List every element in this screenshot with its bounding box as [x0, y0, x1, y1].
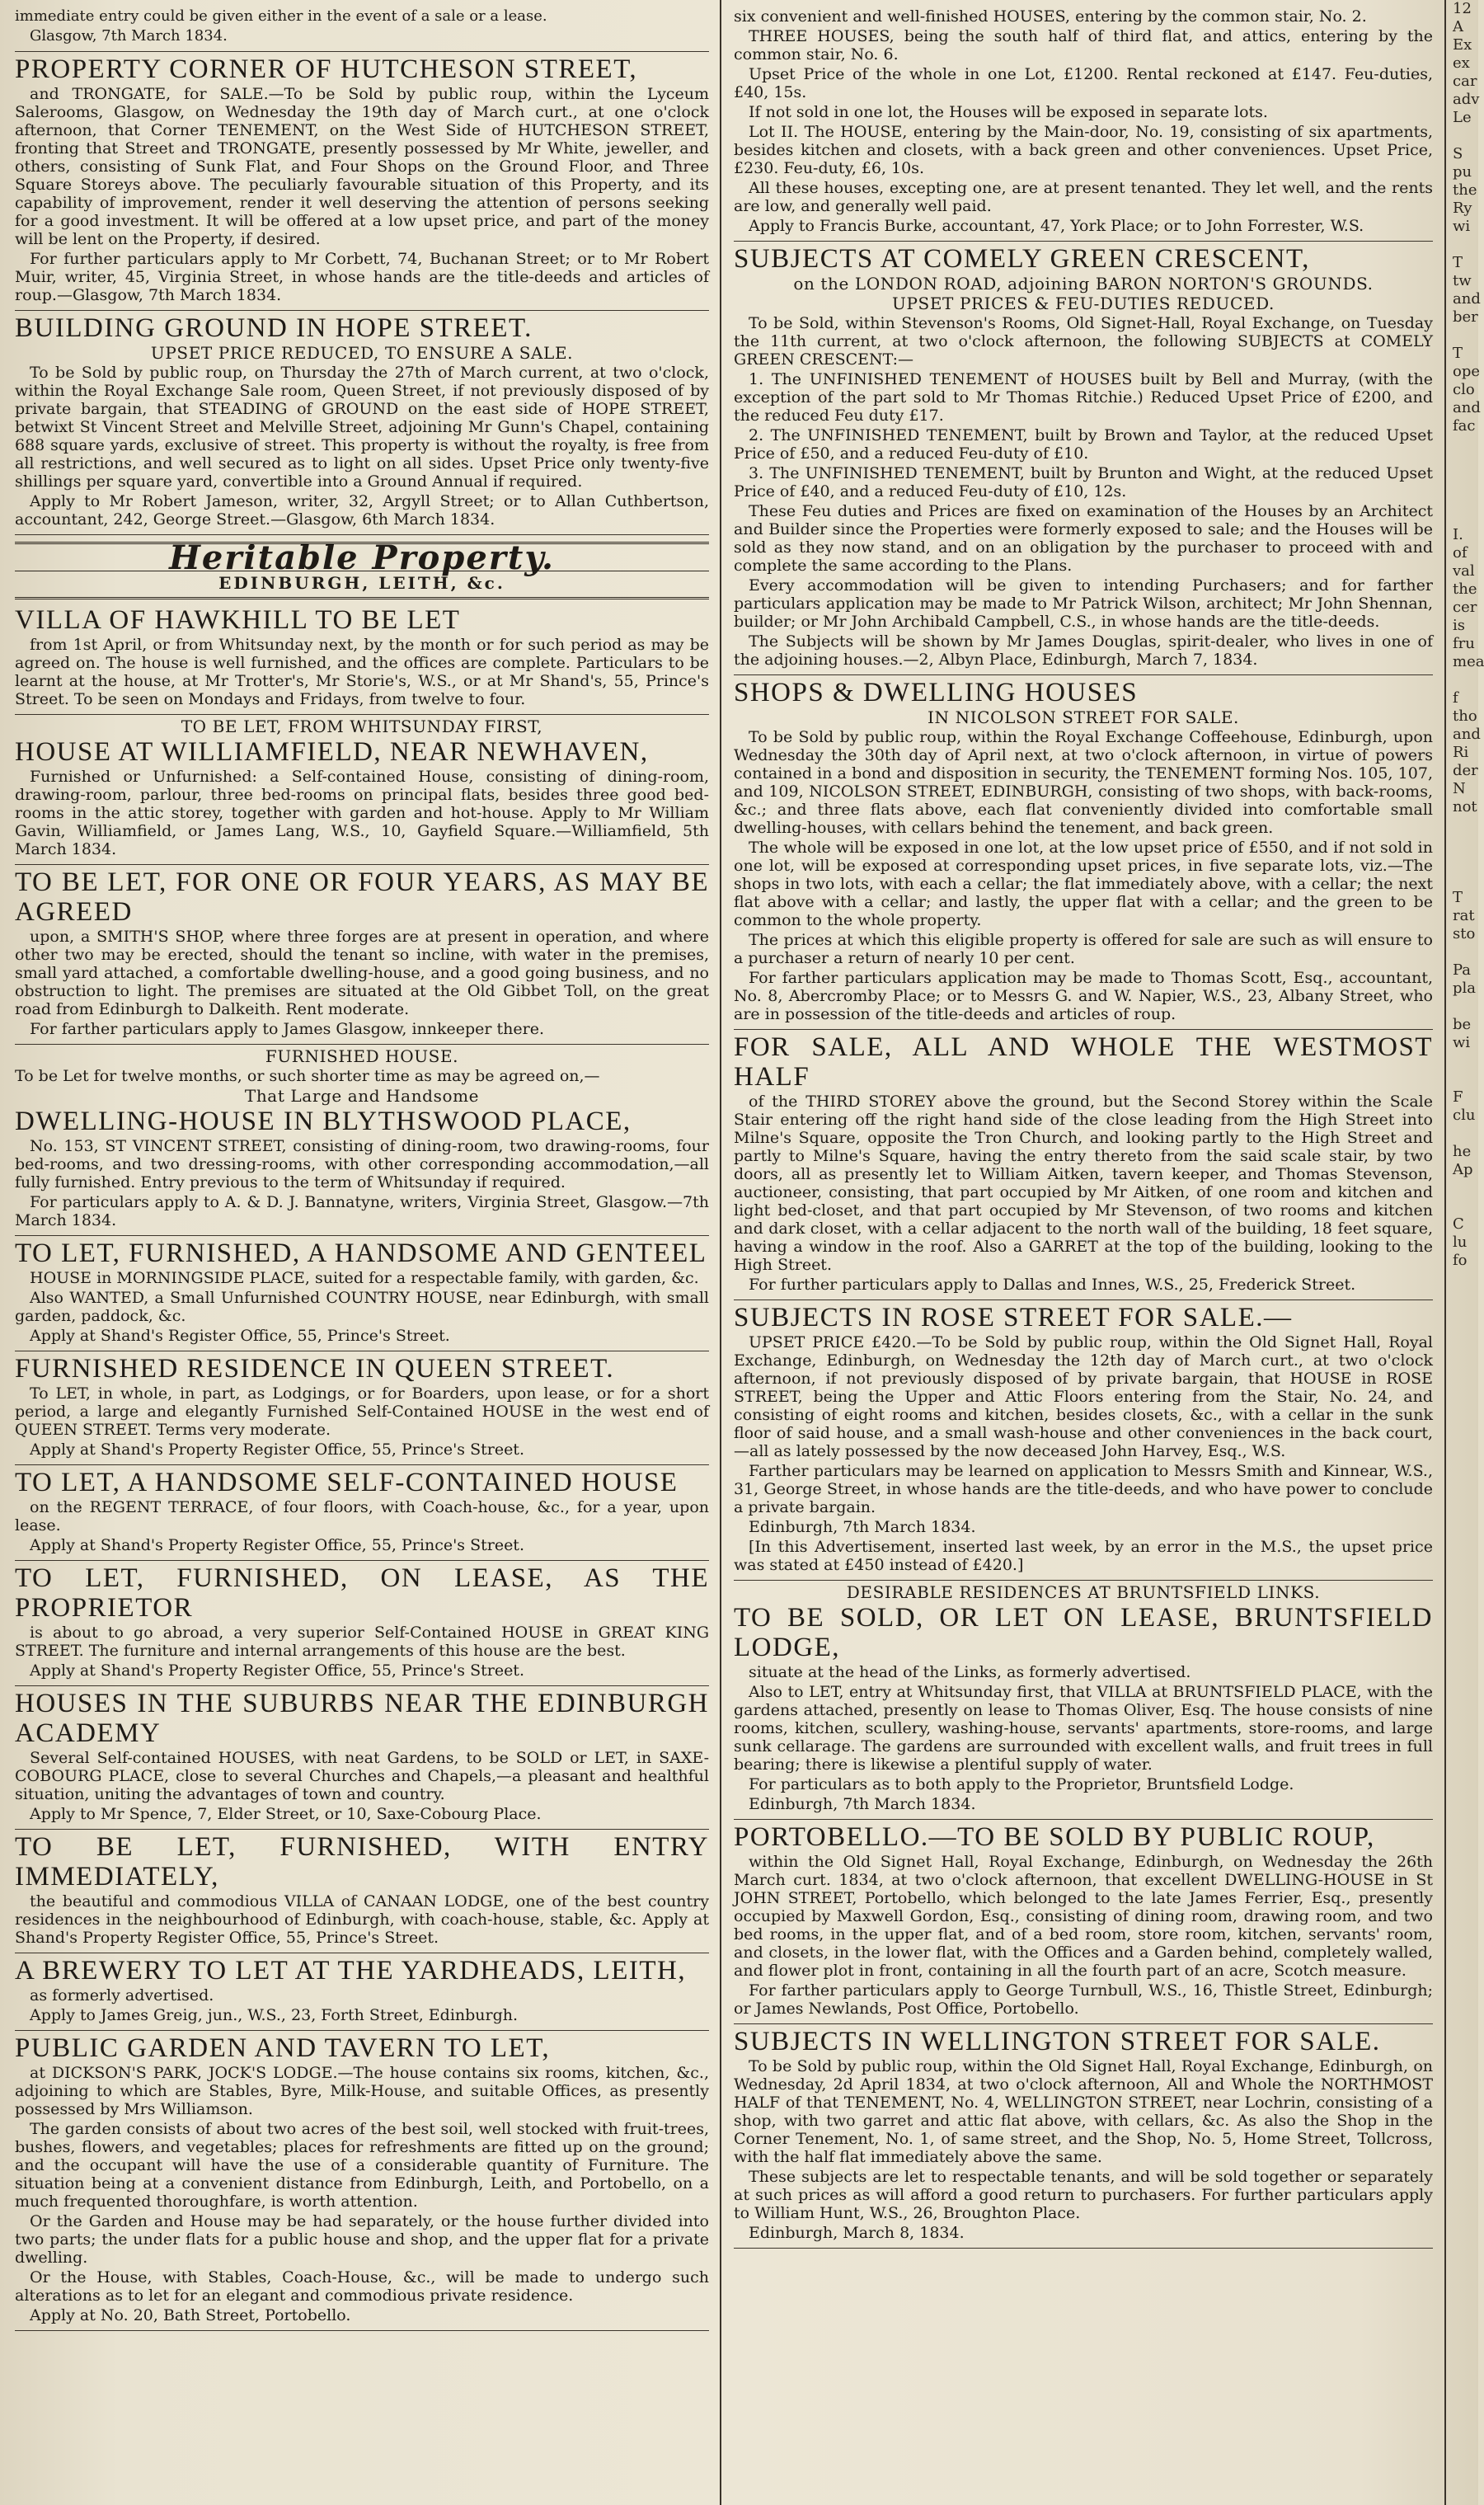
cropped-fragment: he: [1453, 1143, 1472, 1160]
column-rule: [1444, 0, 1446, 2505]
ad-body: To be Sold by public roup, within the Old Signet Hall, Royal Exchange, Edinburgh, on Wednesday, 2d April 1834, at two o'clock afternoon, All and Whole the NORTHMOST HALF of that TENEMENT, No. 4, WELLINGTON STREET, near Lochrin, consisting of a shop, with two garret and attic flat above, with cellars, &c. As also the Shop in the Corner Tenement, No. 1, of same street, and the Shop, No. 5, Home Street, Tollcross, with the half flat immediately above the same.: [734, 2057, 1433, 2166]
ad-heading: PUBLIC GARDEN AND TAVERN TO LET,: [15, 2033, 551, 2063]
cropped-fragment: ex: [1453, 54, 1470, 72]
ad-body: To be Sold, within Stevenson's Rooms, Old Signet-Hall, Royal Exchange, on Tuesday the 11th current, at two o'clock afternoon, the following SUBJECTS at COMELY GREEN CRESCENT:—: [734, 314, 1433, 369]
cropped-fragment: S: [1453, 145, 1463, 162]
ad-body: Or the Garden and House may be had separately, or the house further divided into two parts; the under flats for a public house and shop, and the upper flat for a private dwelling.: [15, 2212, 709, 2267]
cropped-fragment: [1453, 490, 1478, 508]
ad-body: Also WANTED, a Small Unfurnished COUNTRY HOUSE, near Edinburgh, with small garden, paddock, &c.: [15, 1289, 709, 1325]
ad-brewery: [15, 1953, 709, 2031]
top-fragment: [15, 5, 709, 52]
ad-body: For farther particulars application may be made to Thomas Scott, Esq., accountant, No. 8, Abercromby Place; or to Messrs G. and W. Napier, W.S., 23, Albany Street, who are in possession of the title-deeds and articles of roup.: [734, 969, 1433, 1023]
ad-regent-terrace: [15, 1465, 709, 1561]
cropped-fragment: pla: [1453, 980, 1477, 997]
ad-canaan-lodge: [15, 1830, 709, 1953]
cropped-fragment: val: [1453, 562, 1475, 580]
ad-body: For particulars apply to A. & D. J. Bannatyne, writers, Virginia Street, Glasgow.—7th March 1834.: [15, 1193, 709, 1229]
cropped-fragment: car: [1453, 73, 1477, 90]
ad-body: These Feu duties and Prices are fixed on examination of the Houses by an Architect and Builder since the Properties were formerly exposed to sale; and the Houses will be sold as they now stand, and on an obligation by the purchaser to proceed with and complete the same according to the Plans.: [734, 502, 1433, 575]
column-middle: [726, 0, 1441, 2505]
fragment-line: Lot II. The HOUSE, entering by the Main-door, No. 19, consisting of six apartments, besides kitchen and closets, with a back green and other conveniences. Upset Price, £230. Feu-duty, £6, 10s.: [734, 123, 1433, 177]
fragment-line: six convenient and well-finished HOUSES, entering by the common stair, No. 2.: [734, 7, 1367, 26]
cropped-fragment: der: [1453, 762, 1478, 779]
cropped-fragment: fru: [1453, 635, 1475, 652]
cropped-fragment: [1453, 816, 1478, 834]
ad-heading: TO LET, FURNISHED, A HANDSOME AND GENTEEL: [15, 1238, 707, 1268]
ad-body: Every accommodation will be given to intending Purchasers; and for farther particulars application may be made to Mr Patrick Wilson, architect; Mr John Shennan, builder; or Mr John Archibald Campbell, C.S., in whose hands are the title-deeds.: [734, 576, 1433, 631]
cropped-fragment: [1453, 454, 1478, 472]
cropped-fragment: F: [1453, 1088, 1463, 1106]
ad-item: 3. The UNFINISHED TENEMENT, built by Brunton and Wight, at the reduced Upset Price of £40, and a reduced Feu-duty of £10, 12s.: [734, 464, 1433, 501]
ad-heading: FOR SALE, ALL AND WHOLE THE WESTMOST HALF: [734, 1032, 1433, 1092]
cropped-fragment: [1453, 127, 1478, 145]
ad-smiths-shop: [15, 865, 709, 1045]
column-rule: [720, 0, 721, 2505]
ad-body: Apply at Shand's Register Office, 55, Prince's Street.: [30, 1327, 450, 1345]
ad-body: For particulars as to both apply to the Proprietor, Bruntsfield Lodge.: [749, 1775, 1294, 1793]
cropped-fragment: T: [1453, 254, 1463, 271]
cropped-fragment: mea: [1453, 653, 1484, 670]
cropped-fragment: the: [1453, 580, 1477, 598]
cropped-fragment: [1453, 1197, 1478, 1215]
cropped-fragment: and: [1453, 290, 1481, 308]
cropped-fragment: [1453, 671, 1478, 689]
cropped-fragment: Ri: [1453, 744, 1469, 761]
ad-body: and TRONGATE, for SALE.—To be Sold by public roup, within the Lyceum Salerooms, Glasgow, on Wednesday the 19th day of March curt., at one o'clock afternoon, that Corner TENEMENT, on the West Side of HUTCHESON STREET, fronting that Street and TRONGATE, presently possessed by Mr White, jeweller, and others, consisting of Sunk Flat, and Four Shops on the Ground Floor, and Three Square Storeys above. The peculiarly favourable situation of this Property, and its capability of improvement, render it well deserving the attention of persons seeking for a good investment. It will be offered at a low upset price, and part of the money will be lent on the Property, if desired.: [15, 85, 709, 248]
ad-nicolson-street: [734, 675, 1433, 1030]
column-left: [7, 0, 717, 2505]
ad-westmost-half: [734, 1030, 1433, 1300]
ad-heading: PROPERTY CORNER OF HUTCHESON STREET,: [15, 54, 638, 84]
ad-subheading: DESIRABLE RESIDENCES AT BRUNTSFIELD LINKS.: [846, 1582, 1321, 1602]
ad-body: Apply at Shand's Property Register Office, 55, Prince's Street.: [30, 1440, 524, 1459]
ad-subheading: FURNISHED HOUSE.: [265, 1046, 459, 1066]
ad-williamfield: [15, 715, 709, 865]
fragment-line: immediate entry could be given either in the event of a sale or a lease.: [15, 7, 547, 25]
ad-body: The garden consists of about two acres of the best soil, well stocked with fruit-trees, bushes, flowers, and vegetables; places for refreshments are fitted up on the ground; and the occupant will have the use of a considerable quantity of Furniture. The situation being at a convenient distance from Edinburgh, Leith, and Portobello, on a much frequented thoroughfare, is worth attention.: [15, 2120, 709, 2211]
cropped-fragment: fo: [1453, 1252, 1468, 1269]
fragment-line: Apply to Francis Burke, accountant, 47, York Place; or to John Forrester, W.S.: [749, 217, 1364, 235]
ad-body: within the Old Signet Hall, Royal Exchange, Edinburgh, on Wednesday the 26th March curt. 1834, at two o'clock afternoon, that excellent DWELLING-HOUSE in St JOHN STREET, Portobello, which belonged to the late James Ferrier, Esq., presently occupied by Maxwell Gordon, Esq., consisting of dining room, drawing room, and two bed rooms, in the upper flat, and of a bed room, store room, kitchen, servants' room, and closets, in the lower flat, with the Offices and a Garden behind, completely walled, and flower plot in front, containing in all the fourth part of an acre, Scotch measure.: [734, 1853, 1433, 1980]
section-title: Heritable Property.: [169, 538, 555, 577]
ad-subheading: UPSET PRICES & FEU-DUTIES REDUCED.: [892, 294, 1275, 313]
cropped-fragment: adv: [1453, 91, 1480, 108]
ad-suburbs-houses: [15, 1686, 709, 1830]
ad-body: To LET, in whole, in part, as Lodgings, or for Boarders, upon lease, or for a short period, a large and elegantly Furnished Self-Contained HOUSE in the west end of QUEEN STREET. Terms very moderate.: [15, 1384, 709, 1439]
cropped-fragment: clu: [1453, 1107, 1476, 1124]
cropped-fragment: wi: [1453, 1034, 1471, 1051]
cropped-fragment: f: [1453, 689, 1458, 707]
cropped-fragment: not: [1453, 798, 1477, 815]
ad-heading: DWELLING-HOUSE IN BLYTHSWOOD PLACE,: [15, 1107, 632, 1136]
cropped-fragment: A: [1453, 18, 1463, 35]
cropped-fragment: I.: [1453, 526, 1463, 543]
ad-heading: SHOPS & DWELLING HOUSES: [734, 678, 1139, 707]
cropped-fragment: is: [1453, 617, 1465, 634]
ad-heading: FURNISHED RESIDENCE IN QUEEN STREET.: [15, 1354, 615, 1384]
cropped-fragment: [1453, 871, 1478, 889]
ad-subheading: UPSET PRICE REDUCED, TO ENSURE A SALE.: [150, 343, 574, 363]
ad-date: Edinburgh, 7th March 1834.: [749, 1518, 976, 1536]
cropped-fragment: tho: [1453, 707, 1477, 725]
ad-heading: TO LET, A HANDSOME SELF-CONTAINED HOUSE: [15, 1468, 679, 1497]
ad-body: Apply to Mr Robert Jameson, writer, 32, Argyll Street; or to Allan Cuthbertson, accountant, 242, George Street.—Glasgow, 6th March 1834.: [15, 492, 709, 529]
ad-heading: TO LET, FURNISHED, ON LEASE, AS THE PROPRIETOR: [15, 1563, 709, 1623]
cropped-fragment: [1453, 1125, 1478, 1143]
ad-subheading: TO BE LET, FROM WHITSUNDAY FIRST,: [181, 717, 543, 736]
cropped-fragment: [1453, 998, 1478, 1016]
cropped-fragment: [1453, 943, 1478, 961]
cropped-fragment: [1453, 834, 1478, 853]
cropped-fragment: rat: [1453, 907, 1475, 924]
ad-morningside: [15, 1236, 709, 1351]
ad-body: Apply at Shand's Property Register Office, 55, Prince's Street.: [30, 1536, 524, 1554]
ad-body: For further particulars apply to Dallas and Innes, W.S., 25, Frederick Street.: [749, 1276, 1356, 1294]
cropped-fragment: the: [1453, 181, 1477, 199]
section-subtitle: EDINBURGH, LEITH, &c.: [15, 571, 709, 592]
ad-body: at DICKSON'S PARK, JOCK'S LODGE.—The house contains six rooms, kitchen, &c., adjoining to which are Stables, Byre, Milk-House, and suitable Offices, as presently possessed by Mrs Williamson.: [15, 2064, 709, 2118]
ad-hope-street: [15, 311, 709, 535]
ad-body: Apply at Shand's Property Register Office, 55, Prince's Street.: [30, 1661, 524, 1680]
ad-body: No. 153, ST VINCENT STREET, consisting of dining-room, two drawing-rooms, four bed-rooms, and two dressing-rooms, with other corresponding accommodation,—all fully furnished. Entry previous to the term of Whitsunday if required.: [15, 1137, 709, 1191]
cropped-fragment: and: [1453, 726, 1481, 743]
ad-heading: HOUSES IN THE SUBURBS NEAR THE EDINBURGH ACADEMY: [15, 1689, 709, 1748]
column-right-cropped: [1449, 0, 1484, 2505]
ad-body: as formerly advertised.: [30, 1986, 214, 2004]
ad-body: situate at the head of the Links, as formerly advertised.: [749, 1663, 1191, 1681]
cropped-fragment: C: [1453, 1215, 1464, 1233]
ad-heading: HOUSE AT WILLIAMFIELD, NEAR NEWHAVEN,: [15, 737, 649, 767]
ad-body: of the THIRD STOREY above the ground, but the Second Storey within the Scale Stair entering off the right hand side of the close leading from the High Street into Milne's Square, opposite the Tron Church, and looking partly to the High Street and partly to Milne's Square, having the entry thereto from the said scale stair, by two doors, all as presently let to William Aitken, tavern keeper, and Thomas Stevenson, auctioneer, consisting, that part occupied by Mr Aitken, of one room and kitchen and light bed-closet, and that part occupied by Mr Stevenson, of two rooms and kitchen and dark closet, with a cellar adjacent to the north wall of the building, 18 feet square, having a window in the roof. Also a GARRET at the top of the building, looking to the High Street.: [734, 1093, 1433, 1274]
cropped-fragment: wi: [1453, 218, 1471, 235]
fragment-date: Glasgow, 7th March 1834.: [30, 27, 228, 45]
ad-date: Edinburgh, 7th March 1834.: [749, 1795, 976, 1813]
ad-subheading: on the LONDON ROAD, adjoining BARON NORTON'S GROUNDS.: [793, 274, 1374, 294]
ad-heading: VILLA OF HAWKHILL TO BE LET: [15, 605, 461, 635]
ad-rose-street: [734, 1300, 1433, 1581]
ad-wellington-street: [734, 2024, 1433, 2249]
ad-body: The prices at which this eligible property is offered for sale are such as will ensure to a purchaser a return of nearly 10 per cent.: [734, 931, 1433, 967]
ad-body: the beautiful and commodious VILLA of CANAAN LODGE, one of the best country residences in the neighbourhood of Edinburgh, with coach-house, stable, &c. Apply at Shand's Property Register Office, 55, Prince's Street.: [15, 1892, 709, 1947]
cropped-fragment: [1453, 853, 1478, 871]
ad-body: on the REGENT TERRACE, of four floors, with Coach-house, &c., for a year, upon lease.: [15, 1498, 709, 1534]
ad-body: For farther particulars apply to James Glasgow, innkeeper there.: [30, 1020, 545, 1038]
ad-public-garden: [15, 2031, 709, 2331]
ad-blythswood: [15, 1045, 709, 1236]
ad-item: 2. The UNFINISHED TENEMENT, built by Brown and Taylor, at the reduced Upset Price of £50, and a reduced Feu-duty of £10.: [734, 426, 1433, 463]
cropped-fragment: 12: [1453, 0, 1472, 17]
ad-body: These subjects are let to respectable tenants, and will be sold together or separately at such prices as will afford a good return to purchasers. For further particulars apply to William Hunt, W.S., 26, Broughton Place.: [734, 2168, 1433, 2222]
top-fragment: [734, 5, 1433, 242]
cropped-fragment: T: [1453, 889, 1463, 906]
ad-body: Apply to Mr Spence, 7, Elder Street, or 10, Saxe-Cobourg Place.: [30, 1805, 542, 1823]
ad-heading: SUBJECTS IN ROSE STREET FOR SALE.—: [734, 1303, 1293, 1332]
cropped-fragment: tw: [1453, 272, 1472, 289]
ad-subheading: IN NICOLSON STREET FOR SALE.: [928, 707, 1239, 727]
ad-body: To be Sold by public roup, on Thursday the 27th of March current, at two o'clock, within the Royal Exchange Sale room, Queen Street, if not previously disposed of by private bargain, that STEADING of GROUND on the east side of HOPE STREET, betwixt St Vincent Street and Melville Street, adjoining Mr Gunn's Chapel, containing 688 square yards, exclusive of street. This property is without the royalty, is free from all restrictions, and well secured as to light on all sides. Upset Price only twenty-five shillings per square yard, convertible into a Ground Annual if required.: [15, 364, 709, 491]
cropped-fragment: fac: [1453, 417, 1476, 435]
ad-heading: TO BE LET, FURNISHED, WITH ENTRY IMMEDIATELY,: [15, 1832, 709, 1892]
cropped-text-fragments: [1453, 0, 1484, 1270]
ad-intro: To be Let for twelve months, or such shorter time as may be agreed on,—: [15, 1067, 600, 1085]
fragment-line: THREE HOUSES, being the south half of third flat, and attics, entering by the common stair, No. 6.: [734, 27, 1433, 63]
ad-body: from 1st April, or from Whitsunday next, by the month or for such period as may be agreed on. The house is well furnished, and the offices are complete. Particulars to be learnt at the house, at Mr Trotter's, Mr Storie's, W.S., or at Mr Shand's, 55, Prince's Street. To be seen on Mondays and Fridays, from twelve to four.: [15, 636, 709, 708]
ad-heading: PORTOBELLO.—TO BE SOLD BY PUBLIC ROUP,: [734, 1822, 1375, 1852]
ad-body: Or the House, with Stables, Coach-House, &c., will be made to undergo such alterations as to let for an elegant and commodious private residence.: [15, 2268, 709, 2305]
ad-body: upon, a SMITH'S SHOP, where three forges are at present in operation, and where other two may be erected, should the tenant so incline, with water in the premises, small yard attached, a comfortable dwelling-house, and a good going business, and no obstruction to light. The premises are situated at the Old Gibbet Toll, on the great road from Edinburgh to Dalkeith. Rent moderate.: [15, 928, 709, 1018]
cropped-fragment: be: [1453, 1016, 1472, 1033]
cropped-fragment: [1453, 1070, 1478, 1088]
ad-item: 1. The UNFINISHED TENEMENT of HOUSES built by Bell and Murray, (with the exception of the part sold to Mr Thomas Ritchie.) Reduced Upset Price of £200, and the reduced Feu duty £17.: [734, 370, 1433, 425]
ad-body: For farther particulars apply to George Turnbull, W.S., 16, Thistle Street, Edinburgh; or James Newlands, Post Office, Portobello.: [734, 1981, 1433, 2018]
cropped-fragment: [1453, 236, 1478, 254]
cropped-fragment: sto: [1453, 925, 1476, 942]
ad-body: HOUSE in MORNINGSIDE PLACE, suited for a respectable family, with garden, &c.: [30, 1269, 699, 1287]
ad-body: Apply at No. 20, Bath Street, Portobello.: [30, 2306, 351, 2324]
ad-body: The whole will be exposed in one lot, at the low upset price of £550, and if not sold in one lot, will be exposed at corresponding upset prices, in five separate lots, viz.—The shops in two lots, with each a cellar; the flat immediately above, with a cellar; the next flat above with a cellar; and lastly, the upper flat with a cellar; and the green to be common to the whole property.: [734, 839, 1433, 929]
cropped-fragment: lu: [1453, 1234, 1468, 1251]
cropped-fragment: [1453, 472, 1478, 490]
ad-heading: BUILDING GROUND IN HOPE STREET.: [15, 313, 533, 343]
cropped-fragment: of: [1453, 544, 1468, 562]
ad-hawkhill: [15, 603, 709, 715]
ad-heading: TO BE LET, FOR ONE OR FOUR YEARS, AS MAY BE AGREED: [15, 867, 709, 927]
cropped-fragment: Ex: [1453, 36, 1472, 54]
ad-queen-street: [15, 1351, 709, 1465]
ad-comely-green: [734, 242, 1433, 675]
ad-great-king-street: [15, 1561, 709, 1686]
cropped-fragment: cer: [1453, 599, 1477, 616]
ad-intro: That Large and Handsome: [244, 1086, 480, 1106]
ad-body: To be Sold by public roup, within the Royal Exchange Coffeehouse, Edinburgh, upon Wednesday the 30th day of April next, at two o'clock afternoon, in virtue of powers contained in a bond and disposition in security, the TENEMENT forming Nos. 105, 107, and 109, NICOLSON STREET, EDINBURGH, consisting of two shops, with back-rooms, &c.; and three flats above, each flat conveniently divided into comfortable small dwelling-houses, with cellars behind the tenement, and back green.: [734, 728, 1433, 837]
cropped-fragment: ber: [1453, 308, 1478, 326]
cropped-fragment: [1453, 327, 1478, 345]
ad-heading: A BREWERY TO LET AT THE YARDHEADS, LEITH,: [15, 1956, 687, 1986]
ad-date: Edinburgh, March 8, 1834.: [749, 2224, 965, 2242]
ad-heading: TO BE SOLD, OR LET ON LEASE, BRUNTSFIELD LODGE,: [734, 1603, 1433, 1662]
cropped-fragment: clo: [1453, 381, 1475, 398]
cropped-fragment: [1453, 1179, 1478, 1197]
cropped-fragment: [1453, 435, 1478, 454]
fragment-line: If not sold in one lot, the Houses will be exposed in separate lots.: [749, 103, 1268, 121]
ad-body: Farther particulars may be learned on application to Messrs Smith and Kinnear, W.S., 31, George Street, in whose hands are the title-deeds, and who have power to conclude a private bargain.: [734, 1462, 1433, 1516]
ad-portobello: [734, 1820, 1433, 2024]
cropped-fragment: Ry: [1453, 200, 1472, 217]
cropped-fragment: and: [1453, 399, 1481, 416]
ad-body: is about to go abroad, a very superior Self-Contained HOUSE in GREAT KING STREET. The furniture and internal arrangements of this house are the best.: [15, 1624, 709, 1660]
section-banner: [15, 538, 709, 599]
ad-body: Apply to James Greig, jun., W.S., 23, Forth Street, Edinburgh.: [30, 2006, 519, 2024]
cropped-fragment: pu: [1453, 163, 1472, 181]
fragment-line: Upset Price of the whole in one Lot, £1200. Rental reckoned at £147. Feu-duties, £40, 15s.: [734, 65, 1433, 101]
ad-hutcheson-street: [15, 52, 709, 311]
cropped-fragment: [1453, 508, 1478, 526]
cropped-fragment: N: [1453, 780, 1466, 797]
cropped-fragment: ope: [1453, 363, 1481, 380]
cropped-fragment: Pa: [1453, 961, 1472, 979]
ad-heading: SUBJECTS IN WELLINGTON STREET FOR SALE.: [734, 2027, 1381, 2056]
cropped-fragment: Ap: [1453, 1161, 1473, 1178]
ad-body: For further particulars apply to Mr Corbett, 74, Buchanan Street; or to Mr Robert Muir, writer, 45, Virginia Street, in whose hands are the title-deeds and articles of roup.—Glasgow, 7th March 1834.: [15, 250, 709, 304]
ad-body: Several Self-contained HOUSES, with neat Gardens, to be SOLD or LET, in SAXE-COBOURG PLACE, close to several Churches and Chapels,—a pleasant and healthful situation, uniting the advantages of town and country.: [15, 1749, 709, 1803]
cropped-fragment: Le: [1453, 109, 1472, 126]
ad-heading: SUBJECTS AT COMELY GREEN CRESCENT,: [734, 244, 1310, 274]
ad-body: Furnished or Unfurnished: a Self-contained House, consisting of dining-room, drawing-room, parlour, three bed-rooms on principal flats, besides three good bed-rooms in the attic storey, together with garden and hot-house. Apply to Mr William Gavin, Williamfield, or James Lang, W.S., 10, Gayfield Square.—Williamfield, 5th March 1834.: [15, 768, 709, 858]
cropped-fragment: [1453, 1052, 1478, 1070]
ad-body: The Subjects will be shown by Mr James Douglas, spirit-dealer, who lives in one of the adjoining houses.—2, Albyn Place, Edinburgh, March 7, 1834.: [734, 632, 1433, 669]
fragment-line: All these houses, excepting one, are at present tenanted. They let well, and the rents are low, and generally well paid.: [734, 179, 1433, 215]
cropped-fragment: T: [1453, 345, 1463, 362]
ad-body: Also to LET, entry at Whitsunday first, that VILLA at BRUNTSFIELD PLACE, with the gardens attached, presently on lease to Thomas Oliver, Esq. The house consists of nine rooms, kitchen, scullery, washing-house, servants' apartments, store-rooms, and large sunk cellarage. The gardens are surrounded with excellent walls, and fruit trees in full bearing; there is likewise a plentiful supply of water.: [734, 1683, 1433, 1774]
ad-body: UPSET PRICE £420.—To be Sold by public roup, within the Old Signet Hall, Royal Exchange, Edinburgh, on Wednesday the 12th day of March curt., at two o'clock afternoon, if not previously disposed of by private bargain, that HOUSE in ROSE STREET, being the Upper and Attic Floors entering from the Stair, No. 24, and consisting of eight rooms and kitchen, besides closets, &c., with a cellar in the sunk floor of said house, and a small wash-house and other conveniences in the back court,—all as lately possessed by the now deceased John Harvey, Esq., W.S.: [734, 1333, 1433, 1460]
ad-note: [In this Advertisement, inserted last week, by an error in the M.S., the upset price was stated at £450 instead of £420.]: [734, 1538, 1433, 1574]
ad-bruntsfield: [734, 1581, 1433, 1820]
